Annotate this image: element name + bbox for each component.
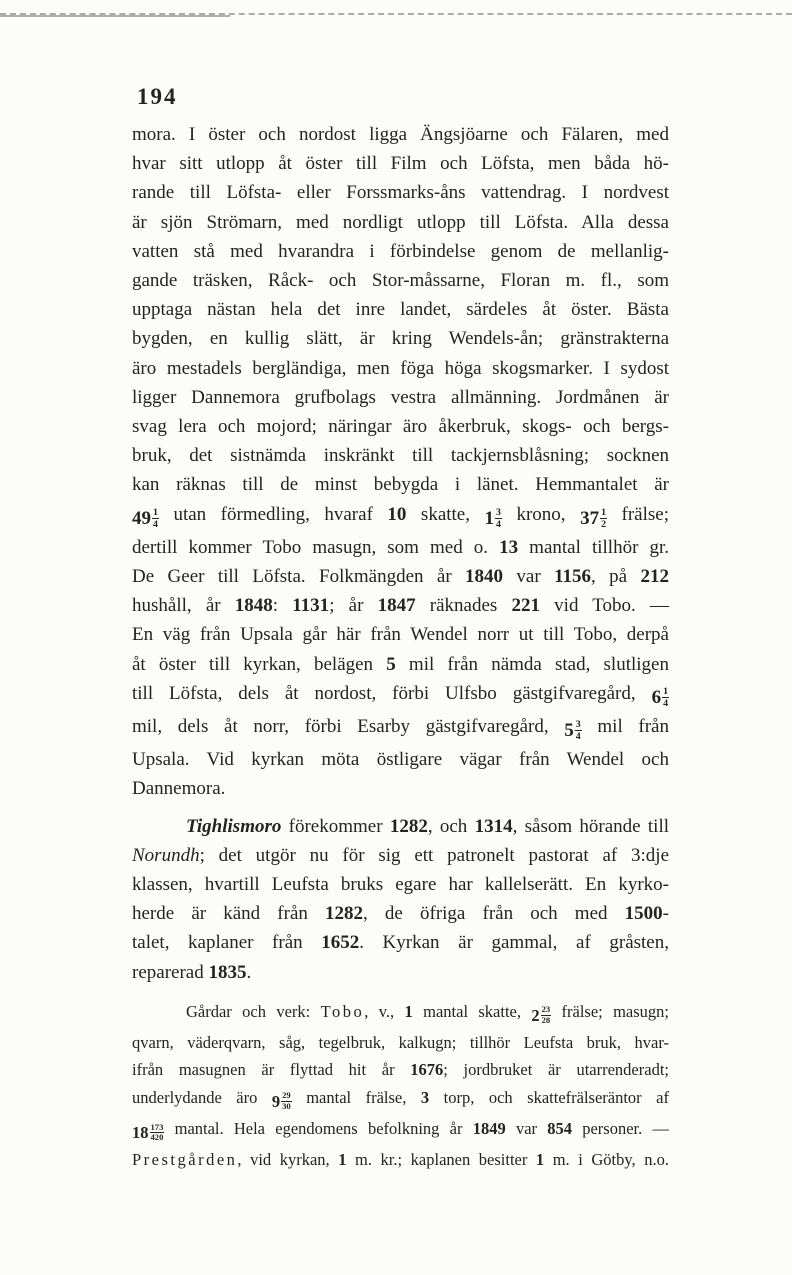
fraction-denominator: 4 (663, 697, 668, 709)
text-segment: , v., (364, 1001, 405, 1021)
text-segment: gande träsken, Råck- och Stor-måssarne, Floran m. fl., som (132, 270, 669, 292)
text-segment: bruk, det sistnämda inskränkt till tackjernsblåsning; socknen (132, 445, 669, 467)
text-segment: ; det utgör nu för sig ett patronelt pastorat af 3:dje (199, 844, 669, 866)
text-line (132, 870, 669, 899)
text-segment: 3 (420, 1087, 430, 1107)
text-line (132, 441, 669, 470)
text-line (132, 620, 669, 649)
fraction-stack (600, 507, 607, 530)
text-segment: torp, och skattefrälseräntor af (429, 1087, 669, 1107)
text-segment: Gårdar och verk: (186, 1001, 321, 1021)
paragraph-topography (132, 120, 669, 804)
text-segment: skatte, (406, 503, 485, 525)
text-segment: 1835 (208, 961, 247, 983)
text-line (132, 412, 669, 441)
text-segment: , såsom hörande till (512, 815, 669, 837)
text-line (132, 679, 669, 712)
text-line (132, 266, 669, 295)
text-segment: 1652 (321, 932, 360, 954)
text-segment: rande till Löfsta- eller Forssmarks-åns vattendrag. I nordvest (132, 182, 669, 204)
fraction (652, 683, 669, 712)
text-segment: 1 (338, 1150, 347, 1170)
text-segment: mantal skatte, (412, 1001, 532, 1021)
fraction-denominator: 4 (153, 518, 158, 530)
text-segment: Tobo (320, 1001, 365, 1021)
text-segment: , vid kyrkan, (237, 1150, 339, 1170)
fraction-stack (150, 1123, 165, 1143)
text-line (132, 650, 669, 679)
text-segment: vatten stå med hvarandra i förbindelse genom de mellanlig- (132, 240, 669, 262)
text-segment: 5 (386, 653, 396, 675)
paragraph-parish-history (132, 812, 669, 987)
fraction-stack (281, 1091, 292, 1111)
text-line (132, 958, 669, 987)
fraction-numerator: 23 (541, 1004, 551, 1015)
fraction-stack (541, 1005, 552, 1025)
text-line (132, 149, 669, 178)
text-segment: kan räknas till de minst bebygda i länet. Hemmantalet är (132, 474, 669, 496)
text-segment: äro mestadels bergländiga, men föga höga skogsmarker. I sydost (132, 357, 669, 379)
text-segment: Dannemora. (132, 778, 226, 800)
text-segment: 1849 (472, 1119, 506, 1139)
fraction-integer: 1 (484, 507, 495, 529)
text-line (132, 237, 669, 266)
text-segment: åt öster till kyrkan, belägen (132, 653, 387, 675)
text-segment: 1840 (465, 566, 504, 588)
text-segment: utan förmedling, hvaraf (158, 503, 388, 525)
text-line (132, 178, 669, 207)
text-segment: , på (591, 566, 641, 588)
fraction-denominator: 28 (541, 1015, 551, 1026)
text-line (132, 295, 669, 324)
fraction-denominator: 4 (496, 518, 501, 530)
text-segment: , och (427, 815, 475, 837)
text-segment: talet, kaplaner från (132, 932, 322, 954)
fraction-denominator: 30 (282, 1100, 291, 1111)
text-segment: räknades (415, 595, 512, 617)
text-line (132, 812, 669, 841)
text-block (132, 120, 669, 1174)
fraction-integer: 49 (132, 507, 151, 529)
text-segment: 1282 (389, 815, 428, 837)
text-segment: mantal frälse, (291, 1087, 421, 1107)
text-segment: De Geer till Löfsta. Folkmängden år (132, 566, 466, 588)
fraction-denominator: 4 (575, 731, 581, 743)
text-line (132, 1115, 669, 1146)
text-segment: frälse; (607, 503, 669, 525)
text-line (132, 120, 669, 149)
text-line (132, 383, 669, 412)
text-segment: 1 (404, 1001, 413, 1021)
text-segment: 1156 (554, 566, 592, 588)
text-line (132, 712, 669, 745)
text-segment: är sjön Strömarn, med nordligt utlopp till Löfsta. Alla dessa (132, 211, 669, 233)
text-segment: , de öfriga från och med (363, 903, 625, 925)
text-line (132, 500, 669, 533)
text-segment: krono, (501, 503, 581, 525)
fraction (531, 1002, 551, 1029)
fraction-denominator: 2 (601, 518, 606, 530)
text-segment: 1847 (377, 595, 416, 617)
fraction-stack (495, 507, 502, 530)
text-segment: - (662, 903, 669, 925)
text-segment: mil från nämda stad, slutligen (395, 653, 669, 675)
text-segment: Tighlismoro (186, 815, 282, 837)
text-segment: var (505, 1119, 548, 1139)
text-segment: 1131 (292, 595, 330, 617)
fraction-denominator: 420 (150, 1132, 164, 1143)
text-segment: mora. I öster och nordost ligga Ängsjöarne och Fälaren, med (132, 124, 669, 145)
fraction-stack (575, 719, 582, 742)
text-segment: till Löfsta, dels åt nordost, förbi Ulfsbo gästgifvaregård, (132, 682, 652, 704)
text-line (132, 354, 669, 383)
text-segment: reparerad (132, 961, 209, 983)
fraction-integer: 5 (564, 720, 574, 742)
text-segment: En väg från Upsala går här från Wendel norr ut till Tobo, derpå (132, 624, 669, 646)
text-segment: qvarn, väderqvarn, såg, tegelbruk, kalkugn; tillhör Leufsta bruk, hvar- (132, 1033, 669, 1053)
fraction-numerator: 1 (601, 506, 606, 518)
fraction-integer: 2 (531, 1005, 540, 1025)
fraction-numerator: 3 (496, 506, 501, 518)
text-segment: personer. — (572, 1119, 669, 1139)
text-line (132, 998, 669, 1029)
text-segment: ifrån masugnen är flyttad hit år (132, 1060, 411, 1080)
text-segment: mil, dels åt norr, förbi Esarby gästgifvaregård, (132, 716, 565, 738)
fraction (580, 504, 607, 533)
text-segment: 1848 (234, 595, 273, 617)
text-segment: bygden, en kullig slätt, är kring Wendels-ån; gränstrakterna (132, 328, 669, 350)
fraction-numerator: 173 (150, 1121, 164, 1132)
text-line (132, 1029, 669, 1056)
fraction-numerator: 1 (153, 506, 158, 518)
text-line (132, 745, 669, 774)
text-line (132, 591, 669, 620)
text-line (132, 841, 669, 870)
text-segment: . Kyrkan är gammal, af gråsten, (359, 932, 669, 954)
text-segment: herde är känd från (132, 903, 326, 925)
text-segment: svag lera och mojord; näringar äro åkerbruk, skogs- och bergs- (132, 416, 669, 438)
text-segment: 13 (499, 536, 519, 558)
text-segment: mantal. Hela egendomens befolkning år (164, 1119, 473, 1139)
text-line (132, 208, 669, 237)
fraction (485, 504, 502, 533)
fraction-stack (662, 686, 669, 709)
text-segment: 221 (511, 595, 540, 617)
text-segment: 1676 (410, 1060, 444, 1080)
text-segment: ligger Dannemora grufbolags vestra allmänning. Jordmånen är (132, 386, 669, 408)
text-line (132, 1084, 669, 1115)
text-line (132, 1146, 669, 1173)
text-line (132, 470, 669, 499)
text-segment: : (272, 595, 293, 617)
fraction-integer: 37 (580, 507, 600, 529)
fraction (272, 1088, 292, 1115)
text-segment: m. kr.; kaplanen besitter (346, 1150, 536, 1170)
fraction (132, 1119, 164, 1146)
text-segment: hvar sitt utlopp åt öster till Film och Löfsta, men båda hö- (132, 153, 669, 175)
text-segment: ; år (329, 595, 378, 617)
text-segment: m. i Götby, n.o. (544, 1150, 669, 1170)
scan-artifact-line (0, 15, 230, 17)
text-line (132, 928, 669, 957)
text-segment: 1 (535, 1150, 545, 1170)
text-segment: frälse; masugn; (551, 1001, 670, 1021)
text-segment: 1314 (474, 815, 513, 837)
text-segment: dertill kommer Tobo masugn, som med o. (132, 536, 500, 558)
paragraph-estates-and-works (132, 998, 669, 1174)
text-line (132, 562, 669, 591)
text-segment: förekommer (281, 815, 390, 837)
text-segment: Upsala. Vid kyrkan möta östligare vägar från Wendel och (132, 749, 669, 771)
text-segment: upptaga nästan hela det inre landet, särdeles åt öster. Bästa (132, 299, 669, 321)
text-line (132, 774, 669, 803)
fraction-integer: 6 (651, 686, 662, 708)
fraction (132, 504, 159, 533)
text-line (132, 899, 669, 928)
text-segment: ; jordbruket är utarrenderadt; (443, 1060, 669, 1080)
text-segment: underlydande äro (132, 1087, 272, 1107)
text-segment: var (503, 566, 555, 588)
text-segment: mantal tillhör gr. (518, 536, 669, 558)
text-line (132, 533, 669, 562)
text-segment: 854 (547, 1119, 572, 1139)
page-number: 194 (137, 84, 178, 109)
text-line (132, 1056, 669, 1083)
fraction (564, 716, 581, 745)
fraction-stack (152, 507, 159, 530)
fraction-numerator: 3 (575, 719, 581, 731)
text-segment: 212 (640, 566, 670, 588)
text-segment: 10 (387, 503, 407, 525)
fraction-integer: 18 (132, 1123, 149, 1143)
fraction-numerator: 1 (663, 685, 668, 697)
text-segment: vid Tobo. — (539, 595, 669, 617)
text-line (132, 324, 669, 353)
text-segment: mil från (581, 716, 669, 738)
text-segment: hushåll, år (132, 595, 235, 617)
text-segment: 1282 (325, 903, 364, 925)
text-segment: . (246, 961, 252, 983)
text-segment: klassen, hvartill Leufsta bruks egare har kallelserätt. En kyrko- (132, 874, 669, 896)
fraction-numerator: 29 (282, 1090, 291, 1101)
text-segment: 1500 (624, 903, 663, 925)
text-segment: Norundh (132, 844, 200, 866)
text-segment: Prestgården (132, 1150, 238, 1170)
fraction-integer: 9 (271, 1091, 281, 1111)
